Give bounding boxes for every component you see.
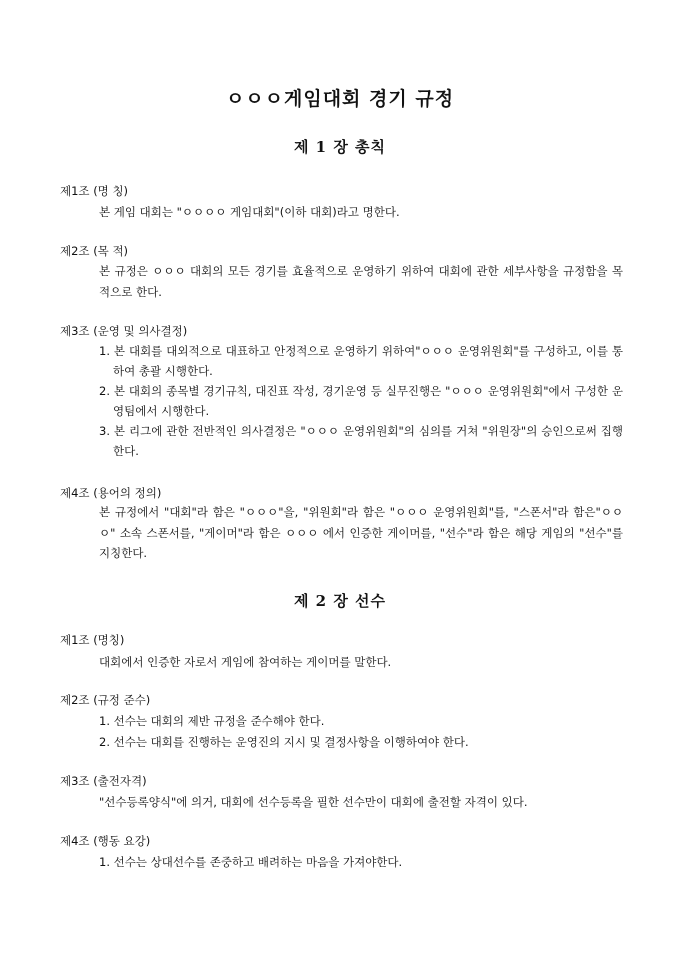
ch2-article-4-heading: 제4조 (행동 요강) [60,834,151,848]
ch1-article-4-heading: 제4조 (용어의 정의) [60,486,162,500]
ch1-article-3-heading: 제3조 (운영 및 의사결정) [60,324,188,338]
ch1-article-1-heading: 제1조 (명 칭) [60,184,129,198]
chapter-1-heading: 제 1 장 총칙 [293,138,387,156]
ch1-article-3-item-1: 1. 본 대회를 대외적으로 대표하고 안정적으로 운영하기 위하여"ㅇㅇㅇ 운영위원회"를 구성하고, 이를 통하여 총괄 시행한다. [99,344,623,378]
ch2-article-3-text: "선수등록양식"에 의거, 대회에 선수등록을 필한 선수만이 대회에 출전할 자격이 있다. [99,795,528,809]
ch1-article-1-text: 본 게임 대회는 "ㅇㅇㅇㅇ 게임대회"(이하 대회)라고 명한다. [99,205,400,219]
ch2-article-2-item-1: 1. 선수는 대회의 제반 규정을 준수해야 한다. [99,714,325,728]
ch1-article-3-item-2: 2. 본 대회의 종목별 경기규칙, 대진표 작성, 경기운영 등 실무진행은 "ㅇㅇㅇ 운영위원회"에서 구성한 운영팀에서 시행한다. [99,384,623,418]
ch2-article-2-item-2: 2. 선수는 대회를 진행하는 운영진의 지시 및 결정사항을 이행하여야 한다. [99,735,469,749]
ch2-article-1-heading: 제1조 (명칭) [60,633,125,647]
ch1-article-2-heading: 제2조 (목 적) [60,244,129,258]
chapter-2-heading: 제 2 장 선수 [293,592,387,610]
ch2-article-4-item-1: 1. 선수는 상대선수를 존중하고 배려하는 마음을 가져야한다. [99,855,403,869]
ch2-article-3-heading: 제3조 (출전자격) [60,774,147,788]
ch2-article-2-heading: 제2조 (규정 준수) [60,693,151,707]
ch1-article-3-item-3: 3. 본 리그에 관한 전반적인 의사결정은 "ㅇㅇㅇ 운영위원회"의 심의를 거쳐 "위원장"의 승인으로써 집행한다. [99,424,623,458]
ch1-article-2-text: 본 규정은 ㅇㅇㅇ 대회의 모든 경기를 효율적으로 운영하기 위하여 대회에 관한 세부사항을 규정함을 목적으로 한다. [99,264,623,299]
document-title: ㅇㅇㅇ게임대회 경기 규정 [225,88,455,110]
ch2-article-1-text: 대회에서 인증한 자로서 게임에 참여하는 게이머를 말한다. [99,655,392,669]
ch1-article-4-text: 본 규정에서 "대회"라 함은 "ㅇㅇㅇ"을, "위원회"라 함은 "ㅇㅇㅇ 운영위원회"를, "스폰서"라 함은"ㅇㅇㅇ" 소속 스폰서를, "게이머"라 함은 ㅇㅇㅇ 에서 인증한 게이머를, "선수"라 함은 해당 게임의 "선수"를 지칭한다. [99,505,623,560]
